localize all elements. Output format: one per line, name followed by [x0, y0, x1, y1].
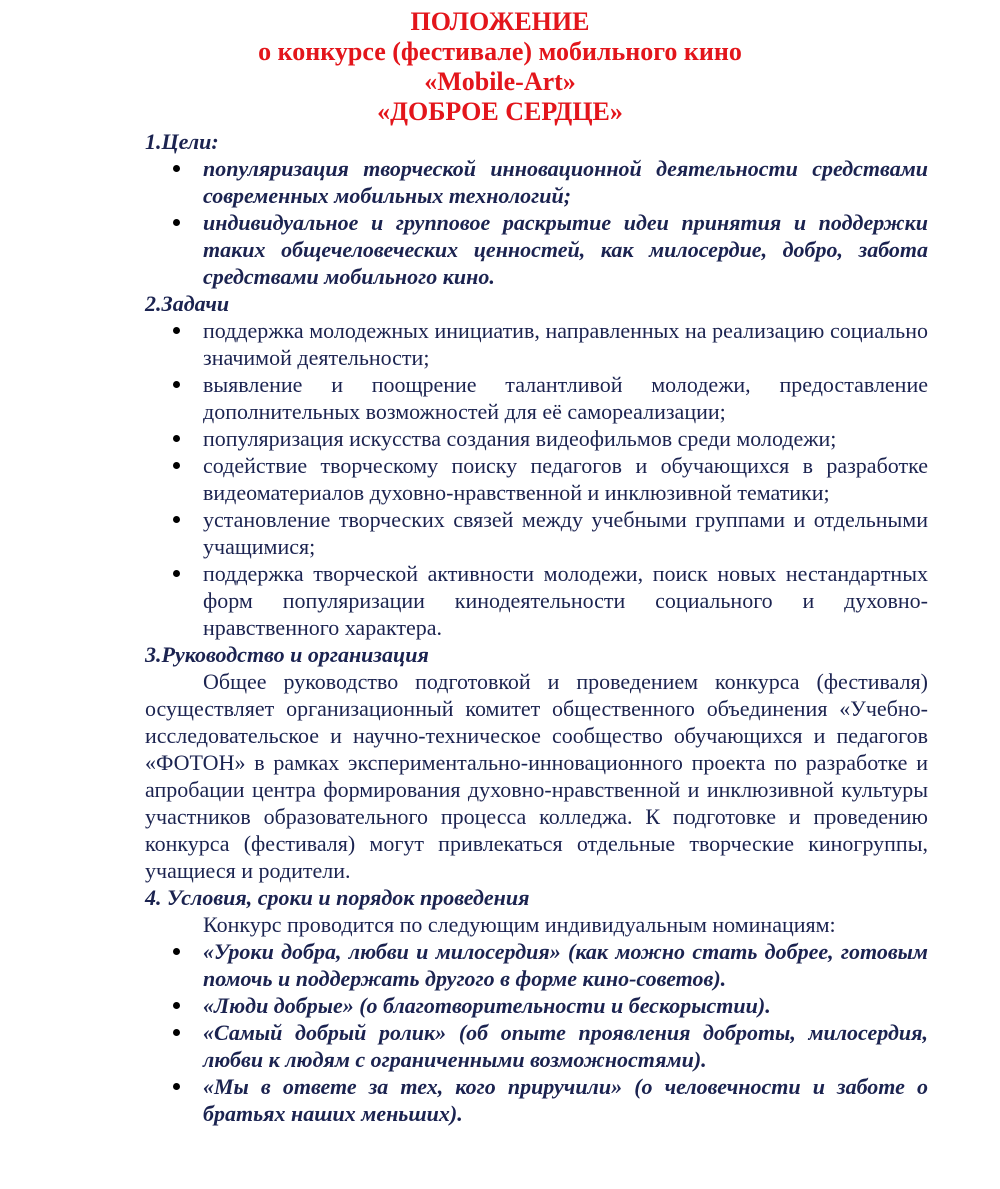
list-item: поддержка молодежных инициатив, направленных на реализацию социально значимой деятельности; — [145, 317, 928, 371]
header-project-name: «Mobile-Art» — [424, 67, 576, 96]
list-item: «Люди добрые» (о благотворительности и бескорыстии). — [145, 992, 928, 1019]
list-item: установление творческих связей между учебными группами и отдельными учащимися; — [145, 506, 928, 560]
list-item: индивидуальное и групповое раскрытие идеи принятия и поддержки таких общечеловеческих ценностей, как милосердие, добро, забота средствами мобильного кино. — [145, 209, 928, 290]
list-item: содействие творческому поиску педагогов и обучающихся в разработке видеоматериалов духовно-нравственной и инклюзивной тематики; — [145, 452, 928, 506]
list-item: популяризация творческой инновационной деятельности средствами современных мобильных технологий; — [145, 155, 928, 209]
list-item: выявление и поощрение талантливой молодежи, предоставление дополнительных возможностей для её самореализации; — [145, 371, 928, 425]
header-subtitle: о конкурсе (фестивале) мобильного кино — [258, 37, 742, 66]
list-item: «Самый добрый ролик» (об опыте проявления доброты, милосердия, любви к людям с ограниченными возможностями). — [145, 1019, 928, 1073]
list-item: поддержка творческой активности молодежи, поиск новых нестандартных форм популяризации кинодеятельности социального и духовно-нравственного характера. — [145, 560, 928, 641]
header-title: ПОЛОЖЕНИЕ — [410, 7, 590, 36]
list-item: «Мы в ответе за тех, кого приручили» (о человечности и заботе о братьях наших меньших). — [145, 1073, 928, 1127]
list-item: популяризация искусства создания видеофильмов среди молодежи; — [145, 425, 928, 452]
document-header — [0, 0, 1000, 127]
section-2-title: 2.Задачи — [145, 291, 230, 316]
section-1-list — [145, 155, 928, 290]
list-item: «Уроки добра, любви и милосердия» (как можно стать добрее, готовым помочь и поддержать другого в форме кино-советов). — [145, 938, 928, 992]
header-festival-name: «ДОБРОЕ СЕРДЦЕ» — [377, 97, 623, 126]
document-body — [145, 128, 928, 1127]
section-3-paragraph: Общее руководство подготовкой и проведением конкурса (фестиваля) осуществляет организационный комитет общественного объединения «Учебно-исследовательское и научно-техническое сообщество обучающихся и педагогов «ФОТОН» в рамках экспериментально-инновационного проекта по разработке и апробации центра формирования духовно-нравственной и инклюзивной культуры участников образовательного процесса колледжа. К подготовке и проведению конкурса (фестиваля) могут привлекаться отдельные творческие киногруппы, учащиеся и родители. — [145, 669, 928, 883]
section-4-intro: Конкурс проводится по следующим индивидуальным номинациям: — [203, 912, 836, 937]
section-1-title: 1.Цели: — [145, 129, 219, 154]
section-4-title: 4. Условия, сроки и порядок проведения — [145, 885, 530, 910]
section-3-title: 3.Руководство и организация — [145, 642, 429, 667]
section-4-list — [145, 938, 928, 1127]
section-2-list — [145, 317, 928, 641]
